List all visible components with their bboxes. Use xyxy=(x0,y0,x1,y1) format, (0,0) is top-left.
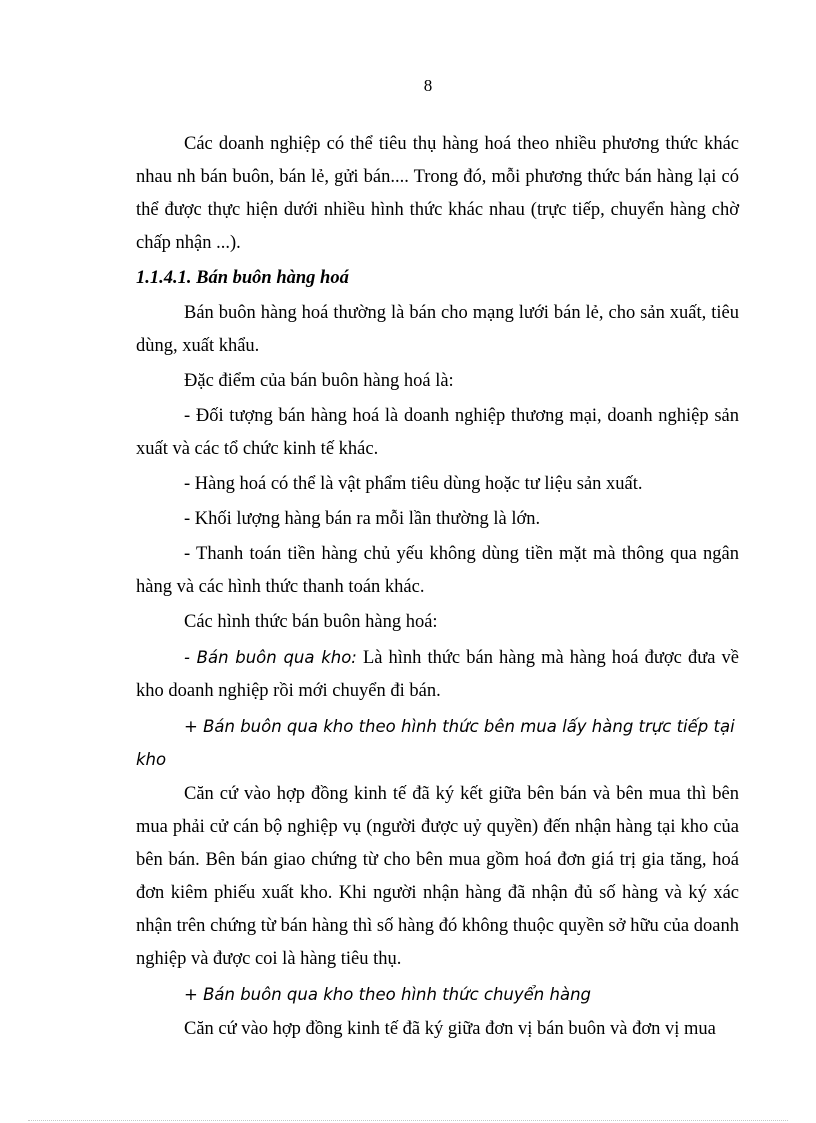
form-1-text: Là hình thức bán hàng mà hàng hoá được đưa về kho doanh nghiệp rồi mới chuyển đi bán. xyxy=(136,648,739,701)
paragraph-feature-4: - Thanh toán tiền hàng chủ yếu không dùng tiền mặt mà thông qua ngân hàng và các hình thức thanh toán khác. xyxy=(136,544,739,597)
paragraph-feature-3: - Khối lượng hàng bán ra mỗi lần thường là lớn. xyxy=(184,509,541,529)
paragraph-definition: Bán buôn hàng hoá thường là bán cho mạng lưới bán lẻ, cho sản xuất, tiêu dùng, xuất khẩu. xyxy=(136,303,739,356)
paragraph-form-1 xyxy=(136,641,739,708)
body-text xyxy=(136,128,739,1048)
paragraph-sub-2: Căn cứ vào hợp đồng kinh tế đã ký giữa đơn vị bán buôn và đơn vị mua xyxy=(184,1019,716,1039)
subheading-1: + Bán buôn qua kho theo hình thức bên mua lấy hàng trực tiếp tại kho xyxy=(136,717,735,769)
section-heading: 1.1.4.1. Bán buôn hàng hoá xyxy=(136,268,349,288)
paragraph-sub-1: Căn cứ vào hợp đồng kinh tế đã ký kết giữa bên bán và bên mua thì bên mua phải cử cán bộ nghiệp vụ (người được uỷ quyền) đến nhận hàng tại kho của bên bán. Bên bán giao chứng từ cho bên mua gồm hoá đơn giá trị gia tăng, hoá đơn kiêm phiếu xuất kho. Khi người nhận hàng đã nhận đủ số hàng và ký xác nhận trên chứng từ bán hàng thì số hàng đó không thuộc quyền sở hữu của doanh nghiệp và được coi là hàng tiêu thụ. xyxy=(136,784,739,969)
paragraph-intro: Các doanh nghiệp có thể tiêu thụ hàng hoá theo nhiều phương thức khác nhau nh bán buôn, bán lẻ, gửi bán.... Trong đó, mỗi phương thức bán hàng lại có thể được thực hiện dưới nhiều hình thức khác nhau (trực tiếp, chuyển hàng chờ chấp nhận ...). xyxy=(136,134,739,253)
form-1-label: - Bán buôn qua kho: xyxy=(184,648,357,667)
paragraph-features-title: Đặc điểm của bán buôn hàng hoá là: xyxy=(184,371,454,391)
page-number: 8 xyxy=(423,76,433,95)
subheading-2: + Bán buôn qua kho theo hình thức chuyển hàng xyxy=(184,985,591,1004)
paragraph-feature-1: - Đối tượng bán hàng hoá là doanh nghiệp thương mại, doanh nghiệp sản xuất và các tổ chức kinh tế khác. xyxy=(136,406,739,459)
footer-divider xyxy=(28,1120,788,1121)
paragraph-feature-2: - Hàng hoá có thể là vật phẩm tiêu dùng hoặc tư liệu sản xuất. xyxy=(184,474,643,494)
paragraph-forms-title: Các hình thức bán buôn hàng hoá: xyxy=(184,612,438,632)
